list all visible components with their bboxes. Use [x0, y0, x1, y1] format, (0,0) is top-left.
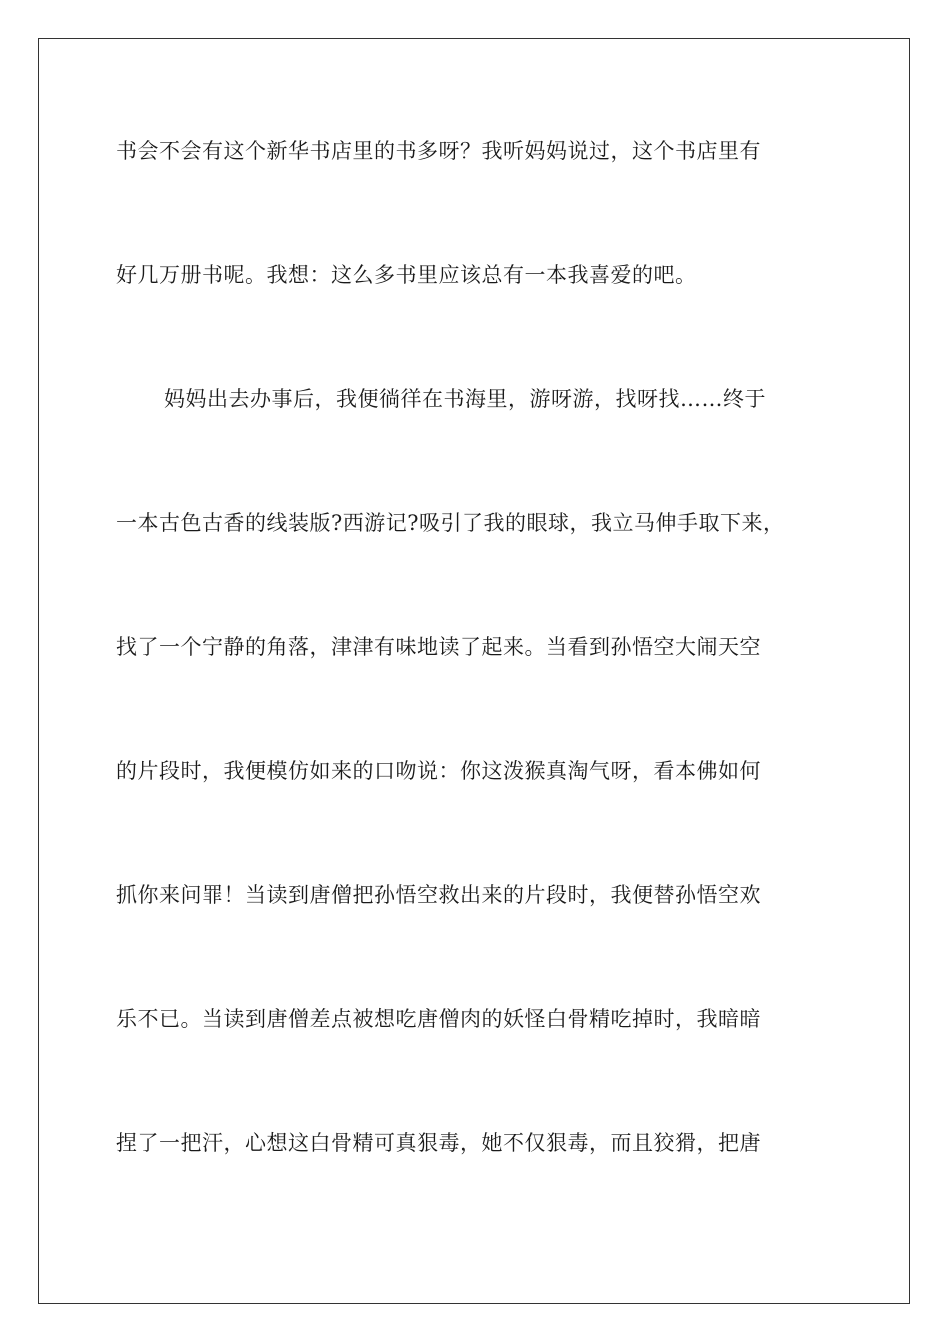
text-line-5: 找了一个宁静的角落，津津有味地读了起来。当看到孙悟空大闹天空: [116, 635, 761, 659]
text-line-1: 书会不会有这个新华书店里的书多呀？我听妈妈说过，这个书店里有: [116, 139, 761, 163]
text-line-2: 好几万册书呢。我想：这么多书里应该总有一本我喜爱的吧。: [116, 263, 697, 287]
page-border: [38, 38, 910, 1304]
text-line-8: 乐不已。当读到唐僧差点被想吃唐僧肉的妖怪白骨精吃掉时，我暗暗: [116, 1007, 761, 1031]
text-line-3-paragraph-start: 妈妈出去办事后，我便徜徉在书海里，游呀游，找呀找……终于: [164, 387, 766, 411]
text-line-7: 抓你来问罪！当读到唐僧把孙悟空救出来的片段时，我便替孙悟空欢: [116, 883, 761, 907]
text-line-9: 捏了一把汗，心想这白骨精可真狠毒，她不仅狠毒，而且狡猾，把唐: [116, 1131, 761, 1155]
text-line-4: 一本古色古香的线装版?西游记?吸引了我的眼球，我立马伸手取下来，: [116, 511, 785, 535]
text-line-6: 的片段时，我便模仿如来的口吻说：你这泼猴真淘气呀，看本佛如何: [116, 759, 761, 783]
